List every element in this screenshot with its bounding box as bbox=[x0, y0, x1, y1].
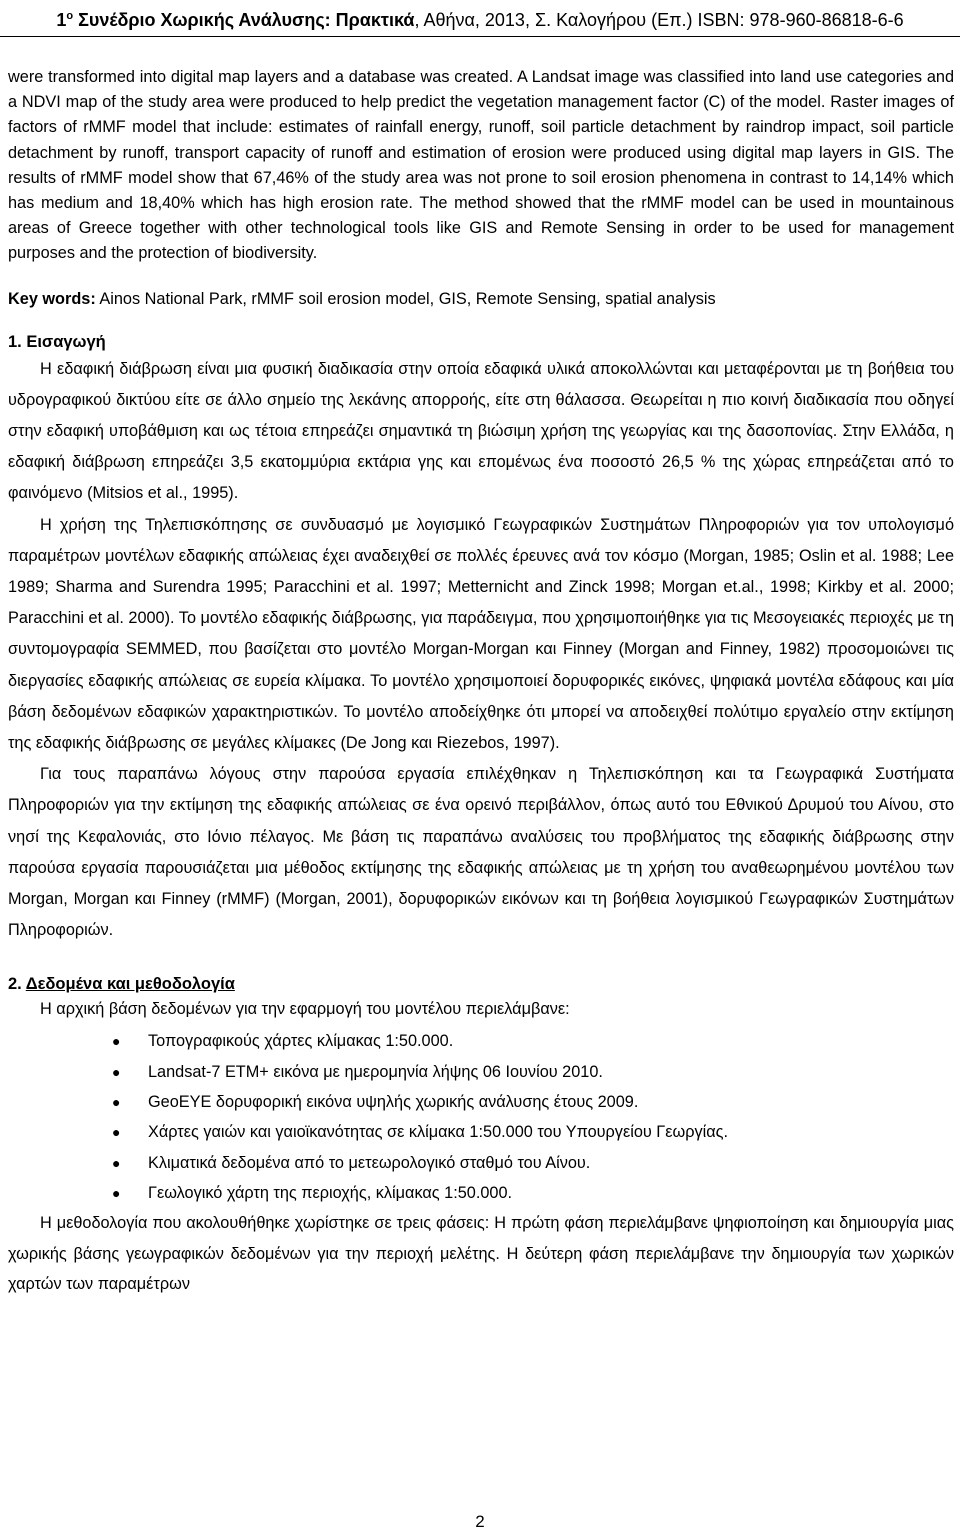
header-rule bbox=[0, 36, 960, 37]
section2-intro: Η αρχική βάση δεδομένων για την εφαρμογή του μοντέλου περιελάμβανε: bbox=[40, 1000, 570, 1019]
abstract-text: were transformed into digital map layers and a database was created. A Landsat image was classified into land use categories and a NDVI map of the study area were produced to help predict the vegetation management factor (C) of the model. Raster images of factors of rMMF model that include: estimates of rainfall energy, runoff, soil particle detachment by raindrop impact, soil particle detachment by runoff, transport capacity of runoff and estimation of erosion were produced using digital map layers in GIS. The results of rMMF model show that 67,46% of the study area was not prone to soil erosion phenomena in contrast to 14,14% which has medium and 18,40% which has high erosion rate. The method showed that the rMMF model can be used in mountainous areas of Greece together with other technological tools like GIS and Remote Sensing in order to be used for management purposes and the protection of biodiversity. bbox=[8, 68, 954, 263]
section1-paragraph: Για τους παραπάνω λόγους στην παρούσα εργασία επιλέχθηκαν η Τηλεπισκόπηση και τα Γεωγραφικά Συστήματα Πληροφοριών για την εκτίμηση της εδαφικής απώλειας σε ένα ορεινό περιβάλλον, όπως αυτό του Εθνικού Δρυμού του Αίνου, στο νησί της Κεφαλονιάς, στο Ιόνιο πέλαγος. Με βάση τις παραπάνω αναλύσεις του προβλήματος της εδαφικής διάβρωσης στην παρούσα εργασία παρουσιάζεται μια μέθοδος εκτίμησης της εδαφικής απώλειας με τη χρήση του αναθεωρημένου μοντέλου των Morgan, Morgan και Finney (rMMF) (Morgan, 2001), δορυφορικών εικόνων και τη βοήθεια λογισμικού Γεωγραφικών Συστημάτων Πληροφοριών. bbox=[8, 765, 954, 940]
data-sources-list bbox=[8, 1026, 954, 1208]
section2-paragraph: Η μεθοδολογία που ακολουθήθηκε χωρίστηκε σε τρεις φάσεις: Η πρώτη φάση περιελάμβανε ψηφιοποίηση και δημιουργία μιας χωρικής βάσης γεωγραφικών δεδομένων για την περιοχή μελέτης. Η δεύτερη φάση περιελάμβανε την δημιουργία των χωρικών χαρτών των παραμέτρων bbox=[8, 1214, 954, 1294]
conference-number: 1 bbox=[56, 10, 67, 30]
page-body bbox=[8, 65, 954, 1300]
list-item: ● Τοπογραφικούς χάρτες κλίμακας 1:50.000. bbox=[8, 1026, 954, 1056]
bullet-icon: ● bbox=[112, 1154, 121, 1171]
list-item: ● Χάρτες γαιών και γαιοϊκανότητας σε κλίμακα 1:50.000 του Υπουργείου Γεωργίας. bbox=[8, 1117, 954, 1147]
bullet-icon: ● bbox=[112, 1184, 121, 1201]
keywords-text: Ainos National Park, rMMF soil erosion model, GIS, Remote Sensing, spatial analysis bbox=[95, 289, 716, 308]
bullet-icon: ● bbox=[112, 1063, 121, 1080]
list-item: ● Κλιματικά δεδομένα από το μετεωρολογικό σταθμό του Αίνου. bbox=[8, 1148, 954, 1178]
section1-paragraph: Η εδαφική διάβρωση είναι μια φυσική διαδικασία στην οποία εδαφικά υλικά αποκολλώνται και μεταφέρονται με τη βοήθεια του υδρογραφικού δικτύου είτε σε άλλο σημείο της λεκάνης απορροής, είτε στη θάλασσα. Θεωρείται η πιο κοινή διαδικασία που οδηγεί στην εδαφική υποβάθμιση και ως τέτοια επηρεάζει σημαντικά τη βιώσιμη χρήση της γεωργίας και της δασοπονίας. Στην Ελλάδα, η εδαφική διάβρωση επηρεάζει 3,5 εκατομμύρια εκτάρια γης και επομένως ένα ποσοστό 26,5 % της χώρας επηρεάζεται από το φαινόμενο (Mitsios et al., 1995). bbox=[8, 359, 954, 503]
ordinal-superscript: ο bbox=[66, 10, 74, 22]
section2-title-text: Δεδομένα και μεθοδολογία bbox=[25, 975, 235, 994]
section2-title bbox=[8, 972, 954, 996]
section2-title-number: 2. bbox=[8, 975, 26, 994]
section1-title: 1. Εισαγωγή bbox=[8, 332, 106, 351]
page-number: 2 bbox=[475, 1512, 485, 1531]
bullet-icon: ● bbox=[112, 1124, 121, 1141]
bullet-icon: ● bbox=[112, 1033, 121, 1050]
keywords bbox=[8, 287, 954, 312]
bullet-icon: ● bbox=[112, 1094, 121, 1111]
conference-title: Συνέδριο Χωρικής Ανάλυσης: Πρακτικά bbox=[78, 10, 415, 30]
conference-details: , Αθήνα, 2013, Σ. Καλογήρου (Επ.) ISBN: 978-960-86818-6-6 bbox=[414, 10, 904, 30]
keywords-label: Key words: bbox=[8, 289, 96, 308]
list-item: ● Γεωλογικό χάρτη της περιοχής, κλίμακας 1:50.000. bbox=[8, 1178, 954, 1208]
list-item: ● Landsat-7 ETM+ εικόνα με ημερομηνία λήψης 06 Ιουνίου 2010. bbox=[8, 1057, 954, 1087]
page-header bbox=[0, 0, 960, 32]
section1-paragraph: Η χρήση της Τηλεπισκόπησης σε συνδυασμό με λογισμικό Γεωγραφικών Συστημάτων Πληροφοριών για τον υπολογισμό παραμέτρων μοντέλων εδαφικής απώλειας έχει αναδειχθεί σε πολλές έρευνες ανά τον κόσμο (Morgan, 1985; Oslin et al. 1988; Lee 1989; Sharma and Surendra 1995; Paracchini et al. 1997; Metternicht and Zinck 1998; Morgan et.al., 1998; Kirkby et al. 2000; Paracchini et al. 2000). Το μοντέλο εδαφικής διάβρωσης, για παράδειγμα, που χρησιμοποιήθηκε για τις Μεσογειακές περιοχές με τη συντομογραφία SEMMED, που βασίζεται στο μοντέλο Morgan-Morgan και Finney (Morgan and Finney, 1982) προσομοιώνει τις διεργασίες εδαφικής απώλειας σε ευρεία κλίμακα. Το μοντέλο χρησιμοποιεί δορυφορικές εικόνες, ψηφιακά μοντέλα εδάφους και μία βάση δεδομένων εδαφικών χαρακτηριστικών. Το μοντέλο αποδείχθηκε ότι μπορεί να αποδειχθεί πολύτιμο εργαλείο στην εκτίμηση της εδαφικής διάβρωσης σε μεγάλες κλίμακες (De Jong και Riezebos, 1997). bbox=[8, 515, 954, 753]
list-item: ● GeoEYE δορυφορική εικόνα υψηλής χωρικής ανάλυσης έτους 2009. bbox=[8, 1087, 954, 1117]
